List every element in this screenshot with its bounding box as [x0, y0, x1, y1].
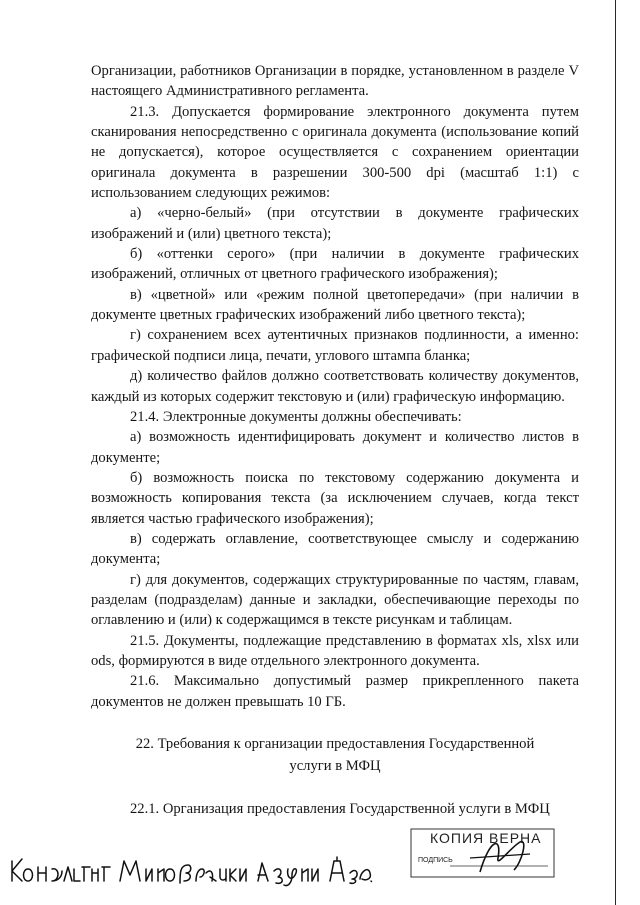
- list-item-g-authenticity: г) сохранением всех аутентичных признаков подлинности, а именно: графической подписи лица, печати, углового штампа бланка;: [91, 327, 579, 364]
- list-item-a-identify: а) возможность идентифицировать документ и количество листов в документе;: [91, 429, 579, 466]
- list-item-b-grey: б) «оттенки серого» (при наличии в документе графических изображений, отличных от цветного графического изображения);: [91, 246, 579, 283]
- paragraph-21-4: 21.4. Электронные документы должны обеспечивать:: [130, 408, 462, 425]
- list-item-v-color: в) «цветной» или «режим полной цветопередачи» (при наличии в документе цветных графических изображений либо цветного текста);: [91, 286, 579, 324]
- paragraph-continuation: Организации, работников Организации в порядке, установленном в разделе V настоящего Административного регламента.: [91, 63, 579, 100]
- spacer: [91, 712, 579, 733]
- paragraph-21-3: 21.3. Допускается формирование электронного документа путем сканирования непосредственно с оригинала документа (использование копий не допускается), которое осуществляется с сохранением ориентации оригинала документа в разрешении 300-500 dpi (масштаб 1:1) с использованием следующих режимов:: [91, 103, 579, 202]
- stamp-signature-label: ПОДПИСЬ: [418, 857, 453, 864]
- list-item-a-bw: а) «черно-белый» (при отсутствии в документе графических изображений и (или) цветного текста);: [91, 205, 579, 242]
- handwritten-certification-note: [8, 853, 378, 887]
- paragraph-22-1: 22.1. Организация предоставления Государственной услуги в МФЦ: [130, 801, 550, 817]
- list-item-g-bookmarks: г) для документов, содержащих структурированные по частям, главам, разделам (подразделам) данные и закладки, обеспечивающие переходы по оглавлению и (или) к содержащимся в тексте рисункам и таблицам.: [91, 571, 579, 629]
- paragraph-21-6: 21.6. Максимально допустимый размер прикрепленного пакета документов не должен превышать 10 ГБ.: [91, 673, 579, 710]
- list-item-v-contents: в) содержать оглавление, соответствующее смыслу и содержанию документа;: [91, 530, 579, 568]
- list-item-d-files: д) количество файлов должно соответствовать количеству документов, каждый из которых содержит текстовую и (или) графическую информацию.: [91, 368, 579, 405]
- spacer: [91, 777, 579, 799]
- list-item-b-search: б) возможность поиска по текстовому содержанию документа и возможность копирования текста (за исключением случаев, когда текст является частью графического изображения);: [91, 469, 579, 527]
- document-body: [91, 61, 579, 819]
- section-heading-line2: услуги в МФЦ: [289, 758, 381, 774]
- scan-edge-line: [615, 0, 616, 905]
- stamp-title: КОПИЯ ВЕРНА: [430, 830, 542, 846]
- paragraph-21-5: 21.5. Документы, подлежащие представлению в форматах xls, xlsx или ods, формируются в виде отдельного электронного документа.: [91, 632, 579, 669]
- section-heading-line1: 22. Требования к организации предоставления Государственной: [135, 736, 535, 752]
